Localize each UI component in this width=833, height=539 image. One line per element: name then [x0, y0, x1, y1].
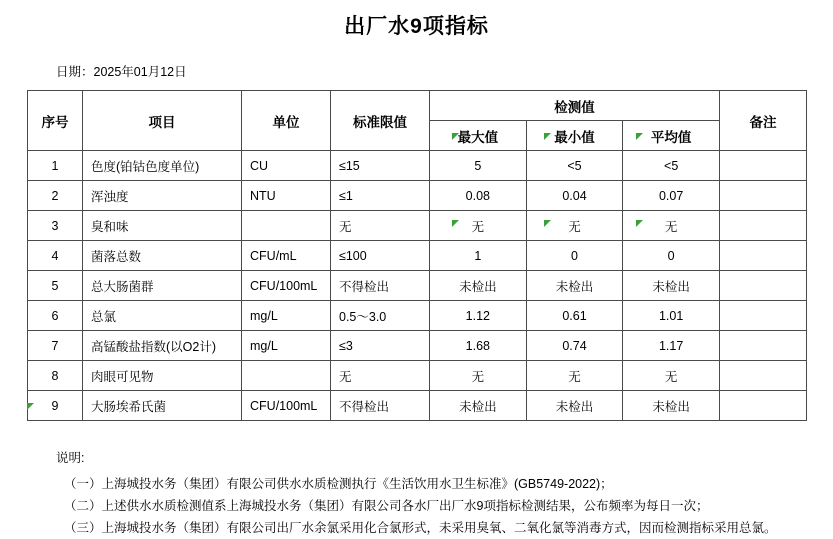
table-row — [28, 181, 807, 211]
cell-unit — [242, 211, 331, 241]
table-row — [28, 331, 807, 361]
cell-remark — [720, 331, 807, 361]
cell-min: 0.74 — [526, 331, 623, 361]
cell-remark — [720, 241, 807, 271]
cell-item: 菌落总数 — [83, 241, 242, 271]
cell-max: 1.68 — [430, 331, 527, 361]
cell-marker-icon — [452, 220, 459, 227]
table-row — [28, 361, 807, 391]
cell-max: 0.08 — [430, 181, 527, 211]
cell-unit — [242, 361, 331, 391]
cell-marker-icon — [544, 220, 551, 227]
cell-no: 9 — [28, 391, 83, 421]
cell-avg: 未检出 — [623, 271, 720, 301]
cell-avg: 0 — [623, 241, 720, 271]
cell-limit: 无 — [331, 211, 430, 241]
note-marker-icon — [27, 403, 34, 410]
table-row — [28, 241, 807, 271]
cell-max: 无 — [430, 211, 527, 241]
cell-avg: 1.01 — [623, 301, 720, 331]
cell-marker-icon — [636, 220, 643, 227]
cell-limit: 不得检出 — [331, 391, 430, 421]
water-quality-table — [27, 90, 807, 421]
header-max: 最大值 — [430, 121, 527, 151]
cell-avg: 未检出 — [623, 391, 720, 421]
cell-unit: mg/L — [242, 331, 331, 361]
header-no: 序号 — [28, 91, 83, 151]
cell-unit: CU — [242, 151, 331, 181]
cell-remark — [720, 211, 807, 241]
header-item: 项目 — [83, 91, 242, 151]
header-detected: 检测值 — [430, 91, 720, 121]
cell-avg: 无 — [623, 361, 720, 391]
header-unit: 单位 — [242, 91, 331, 151]
report-date: 日期：2025年01月12日 — [56, 65, 187, 79]
cell-min: 未检出 — [526, 271, 623, 301]
cell-no: 5 — [28, 271, 83, 301]
note-line: （三）上海城投水务（集团）有限公司出厂水余氯采用化合氯形式，未采用臭氧、二氧化氯等消毒方式，因而检测指标采用总氯。 — [64, 521, 777, 535]
cell-limit: ≤100 — [331, 241, 430, 271]
note-line: （一）上海城投水务（集团）有限公司供水水质检测执行《生活饮用水卫生标准》(GB5749-2022)； — [64, 477, 613, 491]
cell-remark — [720, 361, 807, 391]
cell-no: 3 — [28, 211, 83, 241]
cell-max: 1.12 — [430, 301, 527, 331]
cell-unit: NTU — [242, 181, 331, 211]
cell-max: 1 — [430, 241, 527, 271]
cell-limit: 无 — [331, 361, 430, 391]
cell-min: 0.04 — [526, 181, 623, 211]
cell-marker-icon — [452, 133, 459, 140]
cell-item: 浑浊度 — [83, 181, 242, 211]
cell-avg: 无 — [623, 211, 720, 241]
water-quality-table-container — [27, 90, 807, 421]
cell-remark — [720, 181, 807, 211]
cell-min: <5 — [526, 151, 623, 181]
cell-remark — [720, 151, 807, 181]
header-limit: 标准限值 — [331, 91, 430, 151]
table-row — [28, 271, 807, 301]
cell-item: 臭和味 — [83, 211, 242, 241]
table-row — [28, 211, 807, 241]
header-avg: 平均值 — [623, 121, 720, 151]
cell-avg: 1.17 — [623, 331, 720, 361]
cell-remark — [720, 271, 807, 301]
cell-unit: CFU/100mL — [242, 271, 331, 301]
table-header — [28, 91, 807, 151]
cell-unit: mg/L — [242, 301, 331, 331]
table-row — [28, 391, 807, 421]
table-body — [28, 151, 807, 421]
header-remark: 备注 — [720, 91, 807, 151]
cell-min: 0 — [526, 241, 623, 271]
cell-remark — [720, 391, 807, 421]
cell-max: 未检出 — [430, 271, 527, 301]
table-row — [28, 301, 807, 331]
cell-item: 色度(铂钴色度单位) — [83, 151, 242, 181]
cell-item: 总氯 — [83, 301, 242, 331]
cell-remark — [720, 301, 807, 331]
cell-item: 大肠埃希氏菌 — [83, 391, 242, 421]
cell-unit: CFU/100mL — [242, 391, 331, 421]
cell-min: 0.61 — [526, 301, 623, 331]
cell-no: 8 — [28, 361, 83, 391]
cell-item: 肉眼可见物 — [83, 361, 242, 391]
cell-no: 4 — [28, 241, 83, 271]
cell-avg: 0.07 — [623, 181, 720, 211]
cell-no: 7 — [28, 331, 83, 361]
note-line: （二）上述供水水质检测值系上海城投水务（集团）有限公司各水厂出厂水9项指标检测结果，公布频率为每日一次； — [64, 499, 709, 513]
cell-min: 未检出 — [526, 391, 623, 421]
cell-no: 1 — [28, 151, 83, 181]
cell-min: 无 — [526, 211, 623, 241]
cell-marker-icon — [636, 133, 643, 140]
cell-item: 总大肠菌群 — [83, 271, 242, 301]
cell-limit: ≤3 — [331, 331, 430, 361]
cell-marker-icon — [544, 133, 551, 140]
table-header-row-1 — [28, 91, 807, 121]
cell-avg: <5 — [623, 151, 720, 181]
cell-no: 6 — [28, 301, 83, 331]
cell-limit: 0.5～3.0 — [331, 301, 430, 331]
cell-max: 5 — [430, 151, 527, 181]
page-title: 出厂水9项指标 — [344, 15, 489, 38]
cell-limit: 不得检出 — [331, 271, 430, 301]
cell-limit: ≤1 — [331, 181, 430, 211]
cell-limit: ≤15 — [331, 151, 430, 181]
cell-max: 无 — [430, 361, 527, 391]
notes-label: 说明: — [56, 451, 85, 465]
cell-no: 2 — [28, 181, 83, 211]
cell-item: 高锰酸盐指数(以O2计) — [83, 331, 242, 361]
cell-max: 未检出 — [430, 391, 527, 421]
cell-unit: CFU/mL — [242, 241, 331, 271]
table-row — [28, 151, 807, 181]
cell-min: 无 — [526, 361, 623, 391]
notes-section — [56, 447, 833, 539]
header-min: 最小值 — [526, 121, 623, 151]
